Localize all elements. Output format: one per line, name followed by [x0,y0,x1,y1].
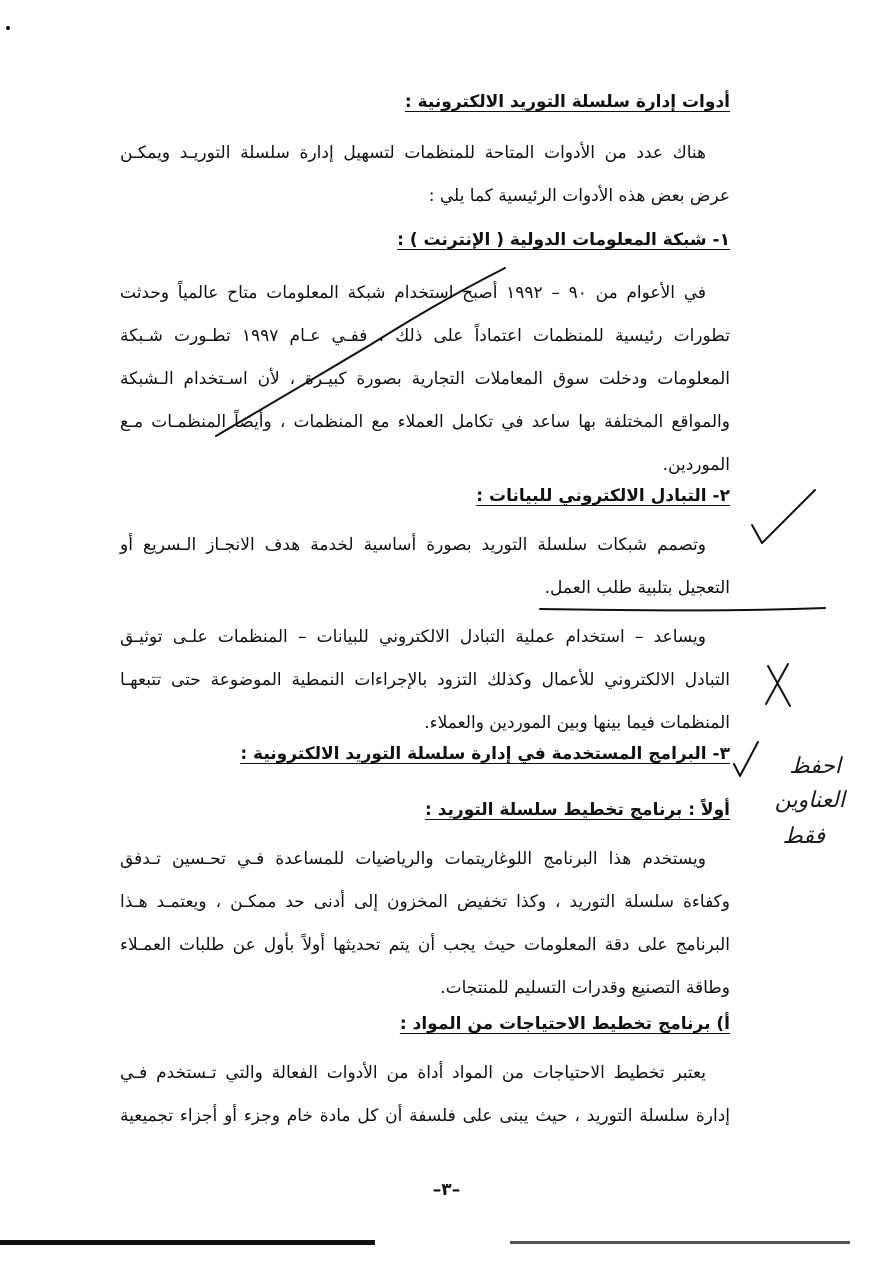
section3-sub1-heading: أولاً : برنامج تخطيط سلسلة التوريد : [424,800,730,820]
page-number: –٣– [432,1180,461,1200]
small-check-mark-icon [734,742,758,776]
scan-edge-noise [510,1241,850,1244]
section1-line-5: الموردين. [662,455,730,475]
check-mark-icon [752,490,815,543]
intro-line-1: هناك عدد من الأدوات المتاحة للمنظمات لتسهيل إدارة سلسلة التوريـد ويمكـن [120,143,706,163]
handwritten-note-line-3: فقط [782,824,825,849]
section3-sub1-line-3: البرنامج على دقة المعلومات حيث يجب أن يتم تحديثها أولاً بأول عن طلبات العمـلاء [120,935,730,955]
separator-pen-line [540,608,825,610]
document-title: أدوات إدارة سلسلة التوريد الالكترونية : [404,92,730,112]
x-mark-icon [766,664,790,706]
handwritten-note-line-2: العناوين [774,788,845,813]
section3-sub2-heading: أ) برنامج تخطيط الاحتياجات من المواد : [399,1014,730,1034]
section3-heading: ٣- البرامج المستخدمة في إدارة سلسلة التوريد الالكترونية : [240,744,730,764]
section1-line-1: في الأعوام من ٩٠ – ١٩٩٢ أصبح استخدام شبكة المعلومات متاح عالمياً وحدثت [120,283,707,303]
section1-line-3: المعلومات ودخلت سوق المعاملات التجارية بصورة كبيـرة ، لأن اسـتخدام الـشبكة [120,369,730,389]
section3-sub1-line-1: ويستخدم هذا البرنامج اللوغاريتمات والرياضيات للمساعدة فـي تحـسين تـدفق [120,849,706,869]
section3-sub2-line-2: إدارة سلسلة التوريد ، حيث يبنى على فلسفة أن كل مادة خام وجزء أو أجزاء تجميعية [120,1106,730,1126]
handwritten-note-line-1: احفظ [789,754,841,779]
section3-sub2-line-1: يعتبر تخطيط الاحتياجات من المواد أداة من الأدوات الفعالة والتي تـستخدم فـي [120,1063,706,1083]
section1-heading: ١- شبكة المعلومات الدولية ( الإنترنت ) : [397,230,730,250]
section2-p2-line-1: ويساعد – استخدام عملية التبادل الالكتروني للبيانات – المنظمات علـى توثيـق [120,627,706,647]
intro-line-2: عرض بعض هذه الأدوات الرئيسية كما يلي : [428,186,730,206]
section3-sub1-line-4: وطاقة التصنيع وقدرات التسليم للمنتجات. [440,978,730,998]
section2-p1-line-2: التعجيل بتلبية طلب العمل. [544,578,730,598]
section2-p1-line-1: وتصمم شبكات سلسلة التوريد بصورة أساسية لخدمة هدف الانجـاز الـسريع أو [120,535,706,555]
section2-heading: ٢- التبادل الالكتروني للبيانات : [476,486,730,506]
strike-through-mark [216,268,505,436]
section3-sub1-line-2: وكفاءة سلسلة التوريد ، وكذا تخفيض المخزون إلى أدنى حد ممكـن ، ويعتمـد هـذا [120,892,730,912]
section1-line-2: تطورات رئيسية للمنظمات اعتماداً على ذلك ، ففـي عـام ١٩٩٧ تطـورت شـبكة [120,326,730,346]
section2-p2-line-2: التبادل الالكتروني للأعمال وكذلك التزود بالإجراءات النمطية الموضوعة حتى تتبعهـا [120,670,730,690]
section2-p2-line-3: المنظمات فيما بينها وبين الموردين والعملاء. [424,713,730,733]
scan-edge-bar [0,1240,375,1245]
section1-line-4: والمواقع المختلفة بها ساعد في تكامل العملاء مع المنظمات ، وأيضاً المنظمـات مـع [120,412,730,432]
